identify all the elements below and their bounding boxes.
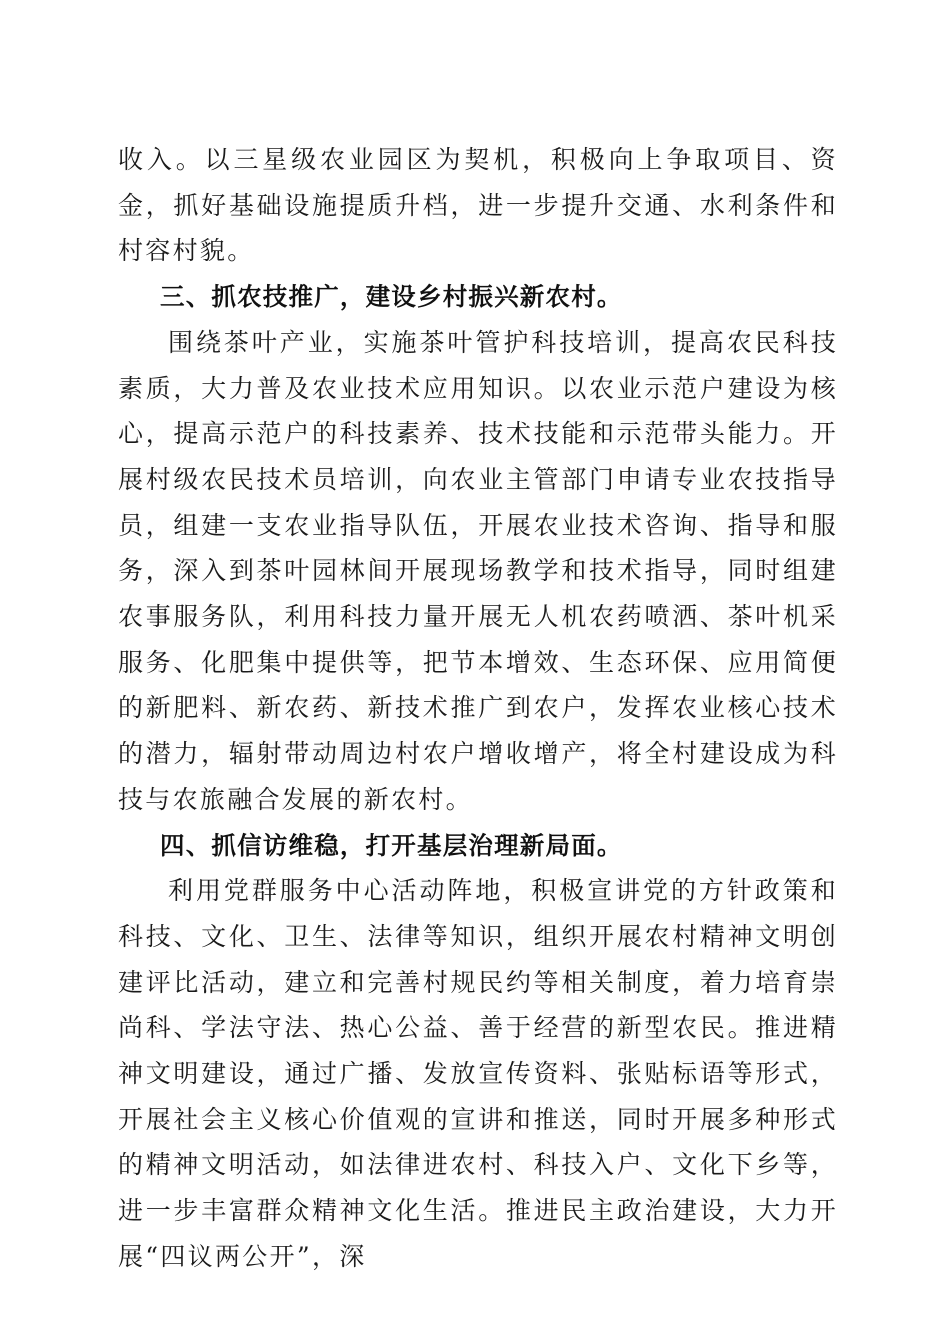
document-body — [118, 137, 838, 1280]
section-heading-4: 四、抓信访维稳，打开基层治理新局面。 — [160, 830, 623, 860]
paragraph-agri-tech: 围绕茶叶产业，实施茶叶管护科技培训，提高农民科技素质，大力普及农业技术应用知识。以农业示范户建设为核心，提高示范户的科技素养、技术技能和示范带头能力。开展村级农民技术员培训，向农业主管部门申请专业农技指导员，组建一支农业指导队伍，开展农业技术咨询、指导和服务，深入到茶叶园林间开展现场教学和技术指导，同时组建农事服务队，利用科技力量开展无人机农药喷洒、茶叶机采服务、化肥集中提供等，把节本增效、生态环保、应用简便的新肥料、新农药、新技术推广到农户，发挥农业核心技术的潜力，辐射带动周边村农户增收增产，将全村建设成为科技与农旅融合发展的新农村。 — [118, 327, 838, 814]
paragraph-continuation: 收入。以三星级农业园区为契机，积极向上争取项目、资金，抓好基础设施提质升档，进一步提升交通、水利条件和村容村貌。 — [118, 145, 838, 266]
paragraph-governance: 利用党群服务中心活动阵地，积极宣讲党的方针政策和科技、文化、卫生、法律等知识，组织开展农村精神文明创建评比活动，建立和完善村规民约等相关制度，着力培育崇尚科、学法守法、热心公益、善于经营的新型农民。推进精神文明建设，通过广播、发放宣传资料、张贴标语等形式，开展社会主义核心价值观的宣讲和推送，同时开展多种形式的精神文明活动，如法律进农村、科技入户、文化下乡等，进一步丰富群众精神文化生活。推进民主政治建设，大力开展“四议两公开”，深 — [118, 876, 838, 1271]
section-heading-3: 三、抓农技推广，建设乡村振兴新农村。 — [160, 282, 623, 312]
